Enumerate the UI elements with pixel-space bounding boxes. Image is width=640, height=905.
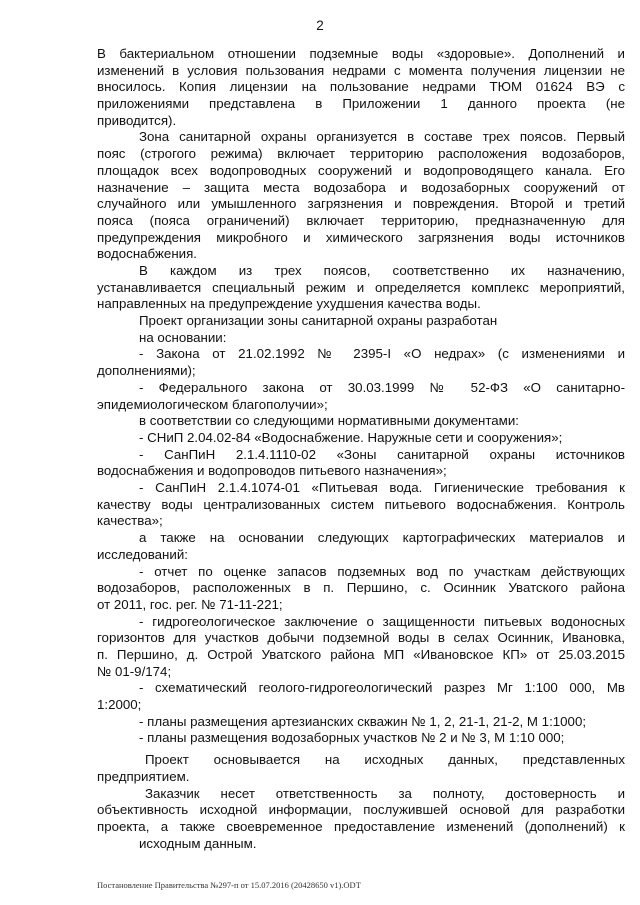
text-line: водоснабжения. — [97, 246, 197, 262]
text-line: дополнениями); — [97, 363, 196, 379]
text-line: качеству воды централизованных систем питьевого водоснабжения. Контроль — [97, 496, 625, 512]
text-line: водоснабжения и водопроводов питьевого назначения»; — [97, 463, 447, 479]
text-line: пояс (строгого режима) включает территорию расположения водозаборов, — [97, 146, 625, 162]
text-line: проекта, а также своевременное предоставление изменений (дополнений) к — [97, 818, 625, 834]
text-line: а также на основании следующих картографических материалов и — [139, 530, 625, 546]
page-number: 2 — [316, 18, 324, 33]
text-line: исследований: — [97, 546, 188, 562]
text-line: - Закона от 21.02.1992 № 2395-I «О недрах» (с изменениями и — [139, 346, 625, 362]
text-line: В каждом из трех поясов, соответственно их назначению, — [139, 262, 625, 278]
text-line: пояса (пояса ограничений) включает территорию, предназначенную для — [97, 212, 625, 228]
text-line: - планы размещения водозаборных участков № 2 и № 3, М 1:10 000; — [139, 730, 565, 746]
text-line: Зона санитарной охраны организуется в составе трех поясов. Первый — [139, 129, 625, 145]
text-line: - Федерального закона от 30.03.1999 № 52-ФЗ «О санитарно- — [139, 379, 625, 395]
text-line: Проект основывается на исходных данных, представленных — [145, 752, 625, 768]
text-line: направленных на предупреждение ухудшения качества воды. — [97, 296, 481, 312]
text-line: п. Першино, д. Острой Уватского района МП «Ивановское КП» от 25.03.2015 — [97, 646, 625, 662]
text-line: - схематический геолого-гидрогеологический разрез Мг 1:100 000, Мв — [139, 680, 625, 696]
text-line: назначение – защита места водозабора и водозаборных сооружений от — [97, 179, 625, 195]
text-line: - гидрогеологическое заключение о защищенности питьевых водоносных — [139, 613, 625, 629]
text-line: приводится). — [97, 112, 177, 128]
text-line: - СНиП 2.04.02-84 «Водоснабжение. Наружные сети и сооружения»; — [139, 429, 563, 445]
text-line: вносилось. Копия лицензии на пользование недрами ТЮМ 01624 ВЭ с — [97, 79, 625, 95]
text-line: горизонтов для участков добычи подземной воды в селах Осинник, Ивановка, — [97, 630, 625, 646]
text-line: случайного или умышленного загрязнения и повреждения. Второй и третий — [97, 196, 625, 212]
text-line: устанавливается специальный режим и определяется комплекс мероприятий, — [97, 279, 625, 295]
document-body — [97, 46, 625, 852]
text-line: исходным данным. — [139, 835, 257, 851]
text-line: - СанПиН 2.1.4.1110-02 «Зоны санитарной охраны источников — [139, 446, 625, 462]
footer-note: Постановление Правительства №297-п от 15.07.2016 (20428650 v1).ODT — [97, 880, 361, 890]
text-line: Проект организации зоны санитарной охраны разработан — [139, 313, 498, 329]
text-line: Заказчик несет ответственность за полноту, достоверность и — [145, 785, 625, 801]
text-line: 1:2000; — [97, 697, 142, 713]
text-line: - планы размещения артезианских скважин № 1, 2, 21-1, 21-2, М 1:1000; — [139, 713, 587, 729]
text-line: предприятием. — [97, 768, 190, 784]
text-line: объективность исходной информации, послужившей основой для разработки — [97, 802, 625, 818]
text-line: - СанПиН 2.1.4.1074-01 «Питьевая вода. Гигиенические требования к — [139, 480, 625, 496]
text-line: качества»; — [97, 513, 163, 529]
text-line: в соответствии со следующими нормативными документами: — [139, 413, 519, 429]
text-line: водозаборов, расположенных в п. Першино, с. Осинник Уватского района — [97, 580, 625, 596]
text-line: на основании: — [139, 329, 227, 345]
text-line: эпидемиологическом благополучии»; — [97, 396, 328, 412]
text-line: предупреждения микробного и химического загрязнения воды источников — [97, 229, 625, 245]
text-line: изменений в условия пользования недрами с момента получения лицензии не — [97, 62, 625, 78]
text-line: В бактериальном отношении подземные воды «здоровые». Дополнений и — [97, 46, 625, 61]
text-line: - отчет по оценке запасов подземных вод по участкам действующих — [139, 563, 625, 579]
text-line: площадок всех водопроводных сооружений и водопроводящего канала. Его — [97, 162, 625, 178]
text-line: приложениями представлена в Приложении 1 данного проекта (не — [97, 96, 625, 112]
text-line: № 01-9/174; — [97, 663, 172, 679]
text-line: от 2011, гос. рег. № 71-11-221; — [97, 596, 283, 612]
